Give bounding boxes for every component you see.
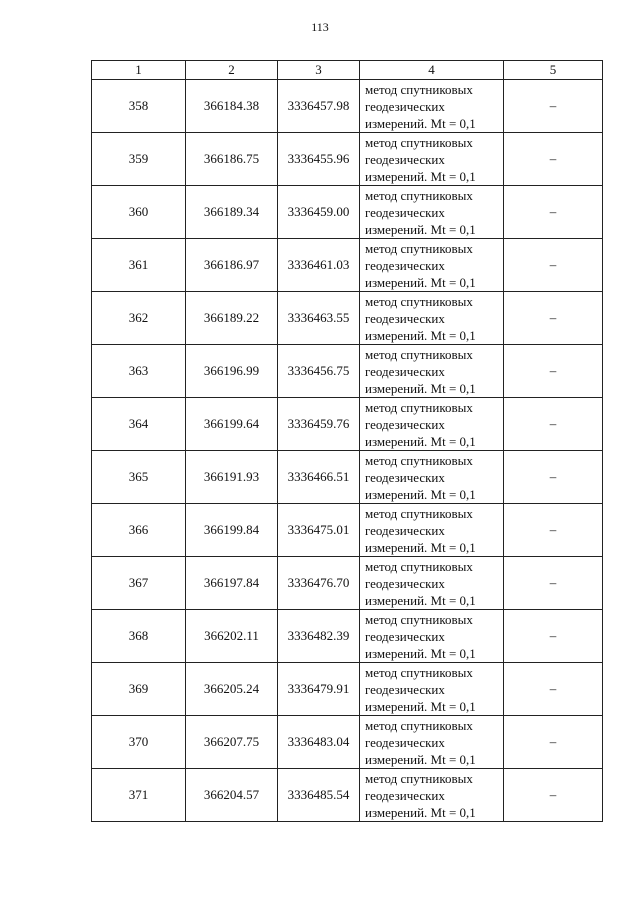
method-text-line: измерений. Mt = 0,1 — [365, 274, 476, 290]
y-coordinate-cell: 3336479.91 — [278, 663, 360, 716]
x-coordinate-cell: 366191.93 — [186, 451, 278, 504]
x-coordinate-cell: 366202.11 — [186, 610, 278, 663]
method-text-line: геодезических — [365, 787, 445, 803]
note-cell: – — [504, 292, 603, 345]
method-cell — [360, 557, 504, 610]
y-coordinate-cell: 3336456.75 — [278, 345, 360, 398]
method-text-line: метод спутниковых — [365, 505, 473, 521]
method-text-line: метод спутниковых — [365, 134, 473, 150]
y-coordinate-cell: 3336463.55 — [278, 292, 360, 345]
method-text-line: измерений. Mt = 0,1 — [365, 698, 476, 714]
y-coordinate-cell: 3336457.98 — [278, 80, 360, 133]
method-text-line: метод спутниковых — [365, 293, 473, 309]
method-cell — [360, 398, 504, 451]
method-text-line: геодезических — [365, 575, 445, 591]
y-coordinate-cell: 3336459.76 — [278, 398, 360, 451]
method-text-line: измерений. Mt = 0,1 — [365, 221, 476, 237]
method-text-line: измерений. Mt = 0,1 — [365, 380, 476, 396]
method-cell — [360, 663, 504, 716]
y-coordinate-cell: 3336455.96 — [278, 133, 360, 186]
method-text-line: геодезических — [365, 257, 445, 273]
method-text-line: измерений. Mt = 0,1 — [365, 115, 476, 131]
x-coordinate-cell: 366197.84 — [186, 557, 278, 610]
method-cell — [360, 239, 504, 292]
method-cell — [360, 186, 504, 239]
page-number: 113 — [311, 20, 329, 34]
x-coordinate-cell: 366189.34 — [186, 186, 278, 239]
point-number-cell: 370 — [92, 716, 186, 769]
point-number-cell: 365 — [92, 451, 186, 504]
method-text-line: метод спутниковых — [365, 717, 473, 733]
method-text-line: метод спутниковых — [365, 81, 473, 97]
method-text-line: геодезических — [365, 151, 445, 167]
point-number-cell: 367 — [92, 557, 186, 610]
table-body — [92, 80, 603, 822]
column-header-2: 2 — [186, 61, 278, 80]
method-text-line: геодезических — [365, 734, 445, 750]
point-number-cell: 359 — [92, 133, 186, 186]
method-text-line: метод спутниковых — [365, 664, 473, 680]
x-coordinate-cell: 366199.84 — [186, 504, 278, 557]
coordinates-table — [91, 60, 603, 822]
y-coordinate-cell: 3336482.39 — [278, 610, 360, 663]
method-text-line: геодезических — [365, 310, 445, 326]
method-text-line: измерений. Mt = 0,1 — [365, 804, 476, 820]
method-text-line: геодезических — [365, 522, 445, 538]
point-number-cell: 358 — [92, 80, 186, 133]
method-text-line: измерений. Mt = 0,1 — [365, 433, 476, 449]
note-cell: – — [504, 133, 603, 186]
note-cell: – — [504, 716, 603, 769]
table-row — [92, 557, 603, 610]
method-text-line: геодезических — [365, 98, 445, 114]
method-text-line: метод спутниковых — [365, 611, 473, 627]
method-text-line: метод спутниковых — [365, 452, 473, 468]
table-row — [92, 451, 603, 504]
method-text-line: геодезических — [365, 363, 445, 379]
point-number-cell: 368 — [92, 610, 186, 663]
method-text-line: измерений. Mt = 0,1 — [365, 168, 476, 184]
method-text-line: метод спутниковых — [365, 187, 473, 203]
point-number-cell: 364 — [92, 398, 186, 451]
method-text-line: измерений. Mt = 0,1 — [365, 592, 476, 608]
table-row — [92, 133, 603, 186]
method-text-line: геодезических — [365, 628, 445, 644]
method-text-line: измерений. Mt = 0,1 — [365, 539, 476, 555]
x-coordinate-cell: 366205.24 — [186, 663, 278, 716]
method-cell — [360, 292, 504, 345]
point-number-cell: 366 — [92, 504, 186, 557]
method-cell — [360, 133, 504, 186]
note-cell: – — [504, 451, 603, 504]
method-cell — [360, 504, 504, 557]
method-cell — [360, 769, 504, 822]
note-cell: – — [504, 610, 603, 663]
table-row — [92, 239, 603, 292]
column-header-3: 3 — [278, 61, 360, 80]
column-header-5: 5 — [504, 61, 603, 80]
method-cell — [360, 610, 504, 663]
table-row — [92, 345, 603, 398]
y-coordinate-cell: 3336475.01 — [278, 504, 360, 557]
table-header-row — [92, 61, 603, 80]
method-text-line: метод спутниковых — [365, 770, 473, 786]
method-cell — [360, 345, 504, 398]
column-header-1: 1 — [92, 61, 186, 80]
note-cell: – — [504, 398, 603, 451]
table-row — [92, 610, 603, 663]
note-cell: – — [504, 769, 603, 822]
note-cell: – — [504, 345, 603, 398]
y-coordinate-cell: 3336476.70 — [278, 557, 360, 610]
point-number-cell: 369 — [92, 663, 186, 716]
note-cell: – — [504, 504, 603, 557]
method-text-line: геодезических — [365, 681, 445, 697]
method-text-line: измерений. Mt = 0,1 — [365, 327, 476, 343]
note-cell: – — [504, 186, 603, 239]
point-number-cell: 361 — [92, 239, 186, 292]
x-coordinate-cell: 366196.99 — [186, 345, 278, 398]
table-row — [92, 186, 603, 239]
point-number-cell: 360 — [92, 186, 186, 239]
note-cell: – — [504, 557, 603, 610]
method-text-line: метод спутниковых — [365, 399, 473, 415]
method-text-line: метод спутниковых — [365, 240, 473, 256]
table-row — [92, 80, 603, 133]
method-text-line: измерений. Mt = 0,1 — [365, 751, 476, 767]
y-coordinate-cell: 3336466.51 — [278, 451, 360, 504]
point-number-cell: 363 — [92, 345, 186, 398]
y-coordinate-cell: 3336461.03 — [278, 239, 360, 292]
method-text-line: измерений. Mt = 0,1 — [365, 486, 476, 502]
method-text-line: метод спутниковых — [365, 558, 473, 574]
note-cell: – — [504, 239, 603, 292]
method-cell — [360, 80, 504, 133]
table-row — [92, 663, 603, 716]
y-coordinate-cell: 3336459.00 — [278, 186, 360, 239]
method-cell — [360, 716, 504, 769]
table-row — [92, 769, 603, 822]
x-coordinate-cell: 366189.22 — [186, 292, 278, 345]
x-coordinate-cell: 366207.75 — [186, 716, 278, 769]
x-coordinate-cell: 366186.75 — [186, 133, 278, 186]
note-cell: – — [504, 663, 603, 716]
method-text-line: метод спутниковых — [365, 346, 473, 362]
y-coordinate-cell: 3336483.04 — [278, 716, 360, 769]
method-text-line: измерений. Mt = 0,1 — [365, 645, 476, 661]
table-row — [92, 398, 603, 451]
note-cell: – — [504, 80, 603, 133]
method-text-line: геодезических — [365, 416, 445, 432]
column-header-4: 4 — [360, 61, 504, 80]
x-coordinate-cell: 366186.97 — [186, 239, 278, 292]
x-coordinate-cell: 366199.64 — [186, 398, 278, 451]
x-coordinate-cell: 366204.57 — [186, 769, 278, 822]
x-coordinate-cell: 366184.38 — [186, 80, 278, 133]
table-row — [92, 716, 603, 769]
point-number-cell: 362 — [92, 292, 186, 345]
table-row — [92, 504, 603, 557]
method-cell — [360, 451, 504, 504]
y-coordinate-cell: 3336485.54 — [278, 769, 360, 822]
point-number-cell: 371 — [92, 769, 186, 822]
table-row — [92, 292, 603, 345]
method-text-line: геодезических — [365, 204, 445, 220]
method-text-line: геодезических — [365, 469, 445, 485]
